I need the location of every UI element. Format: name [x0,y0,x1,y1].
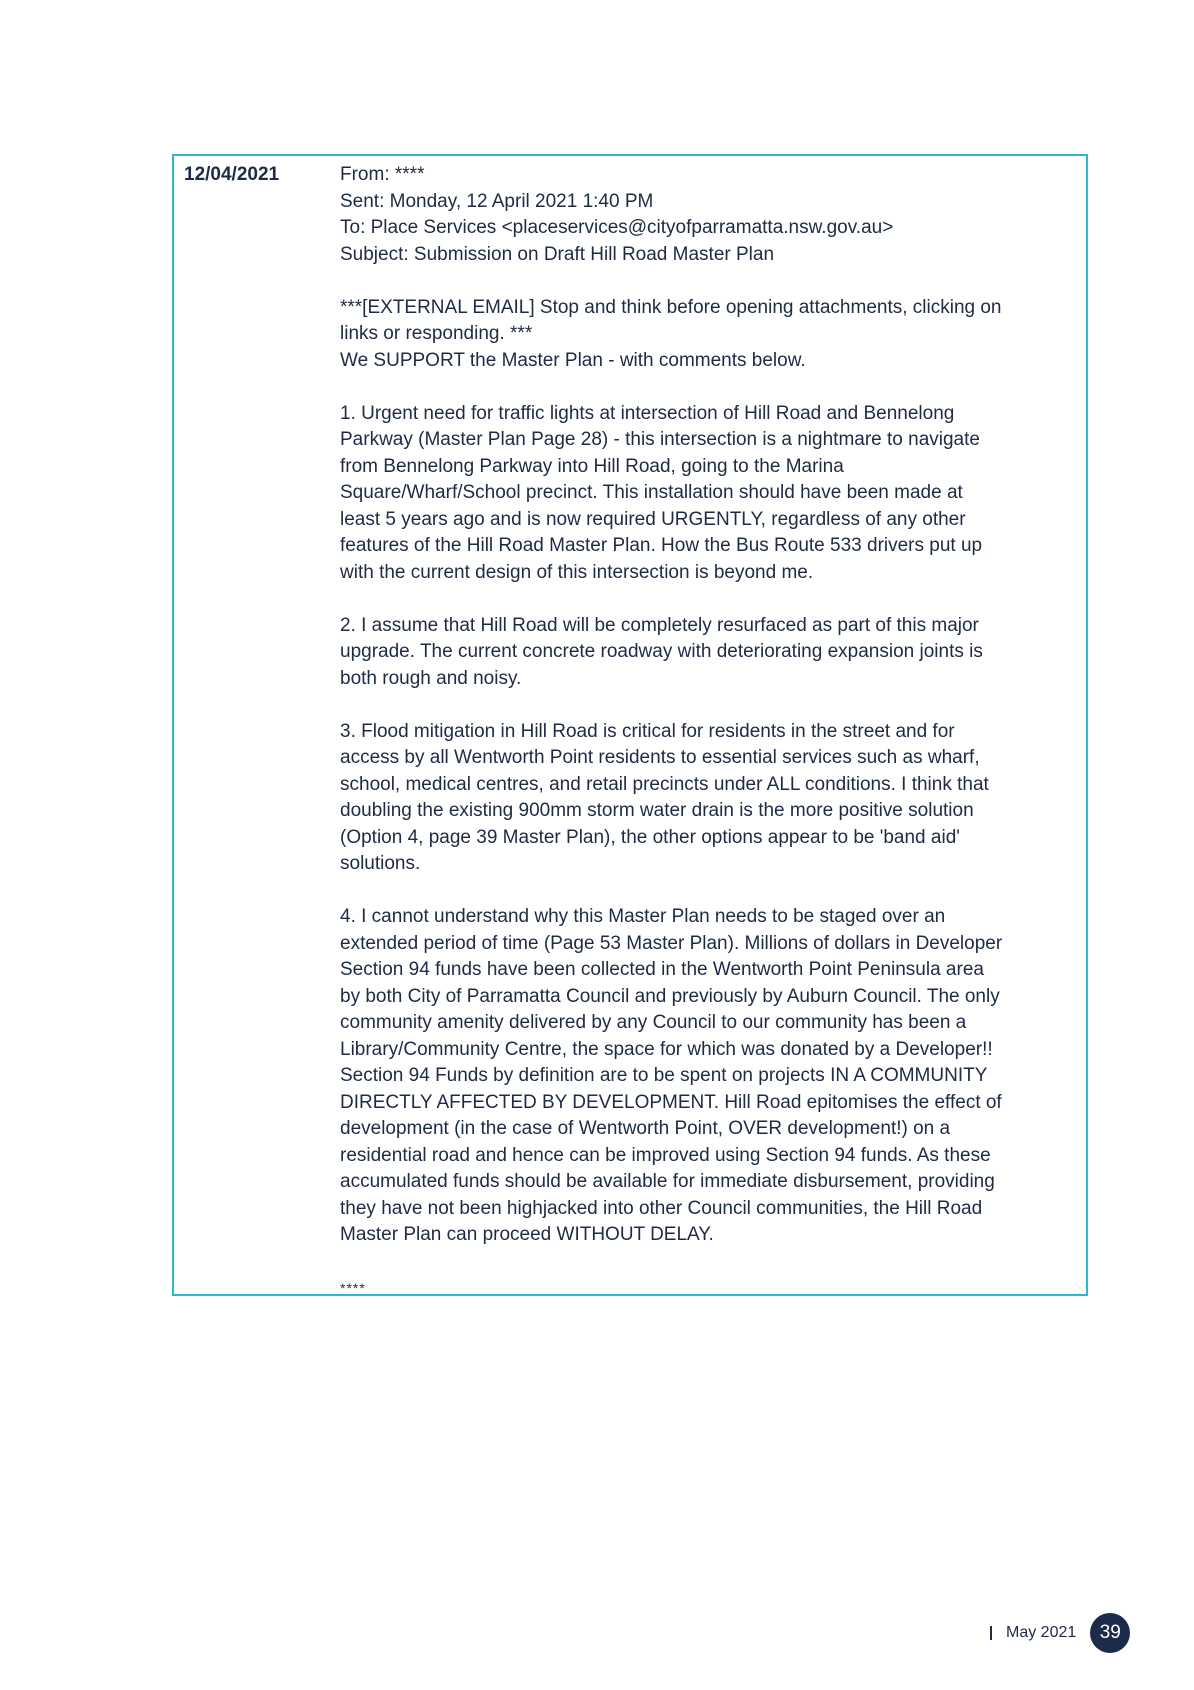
comment-line: access by all Wentworth Point residents to essential services such as wharf, [340,747,980,768]
comment-line: both rough and noisy. [340,667,522,689]
comment-line: by both City of Parramatta Council and previously by Auburn Council. The only [340,985,1000,1007]
comment-line: Library/Community Centre, the space for which was donated by a Developer!! [340,1038,993,1060]
comment-line: residential road and hence can be improved using Section 94 funds. As these [340,1144,991,1166]
comment-point-1 [340,401,1080,587]
comment-point-2 [340,613,1080,693]
comment-line: Section 94 Funds by definition are to be spent on projects IN A COMMUNITY [340,1065,988,1086]
email-subject: Subject: Submission on Draft Hill Road Master Plan [340,243,775,265]
comment-line: school, medical centres, and retail precincts under ALL conditions. I think that [340,773,989,795]
comment-line: Section 94 funds have been collected in the Wentworth Point Peninsula area [340,959,984,980]
comment-line: features of the Hill Road Master Plan. How the Bus Route 533 drivers put up [340,535,983,556]
email-to: To: Place Services <placeservices@cityofparramatta.nsw.gov.au> [340,217,894,238]
comment-line: 4. I cannot understand why this Master Plan needs to be staged over an [340,906,946,927]
comment-line: extended period of time (Page 53 Master Plan). Millions of dollars in Developer [340,932,1003,954]
comment-line: DIRECTLY AFFECTED BY DEVELOPMENT. Hill Road epitomises the effect of [340,1091,1002,1113]
submission-date: 12/04/2021 [184,164,280,185]
comment-line: community amenity delivered by any Council to our community has been a [340,1012,967,1033]
footer-date: May 2021 [1006,1624,1077,1641]
page-number-badge: 39 [1090,1613,1130,1653]
comment-line: they have not been highjacked into other Council communities, the Hill Road [340,1197,983,1219]
email-signoff: **** [340,1280,366,1296]
email-from: From: **** [340,164,425,185]
comment-line: with the current design of this intersection is beyond me. [340,561,814,583]
comment-line: accumulated funds should be available for immediate disbursement, providing [340,1171,995,1192]
comment-point-3 [340,719,1080,878]
page-footer [990,1613,1130,1653]
comment-line: least 5 years ago and is now required URGENTLY, regardless of any other [340,508,966,530]
external-email-warning: links or responding. *** [340,323,533,344]
comment-line: 2. I assume that Hill Road will be completely resurfaced as part of this major [340,614,979,636]
email-sent: Sent: Monday, 12 April 2021 1:40 PM [340,190,654,212]
comment-point-4 [340,904,1080,1249]
comment-line: from Bennelong Parkway into Hill Road, going to the Marina [340,455,844,477]
comment-line: doubling the existing 900mm storm water drain is the more positive solution [340,800,974,821]
comment-line: 1. Urgent need for traffic lights at intersection of Hill Road and Bennelong [340,402,955,424]
comment-line: solutions. [340,853,421,874]
external-email-warning: ***[EXTERNAL EMAIL] Stop and think before opening attachments, clicking on [340,296,1002,318]
comment-line: Parkway (Master Plan Page 28) - this intersection is a nightmare to navigate [340,429,980,450]
comment-line: (Option 4, page 39 Master Plan), the other options appear to be 'band aid' [340,826,960,848]
comment-line: Master Plan can proceed WITHOUT DELAY. [340,1224,714,1245]
comment-line: 3. Flood mitigation in Hill Road is critical for residents in the street and for [340,720,955,742]
comment-line: upgrade. The current concrete roadway with deteriorating expansion joints is [340,641,983,662]
email-content [340,162,1080,1302]
email-header [340,162,1080,268]
email-warning-block [340,295,1080,375]
comment-line: Square/Wharf/School precinct. This installation should have been made at [340,482,963,503]
submission-table [172,154,1088,1296]
support-statement: We SUPPORT the Master Plan - with comments below. [340,349,806,371]
comment-line: development (in the case of Wentworth Point, OVER development!) on a [340,1118,951,1139]
footer-divider [990,1626,992,1640]
